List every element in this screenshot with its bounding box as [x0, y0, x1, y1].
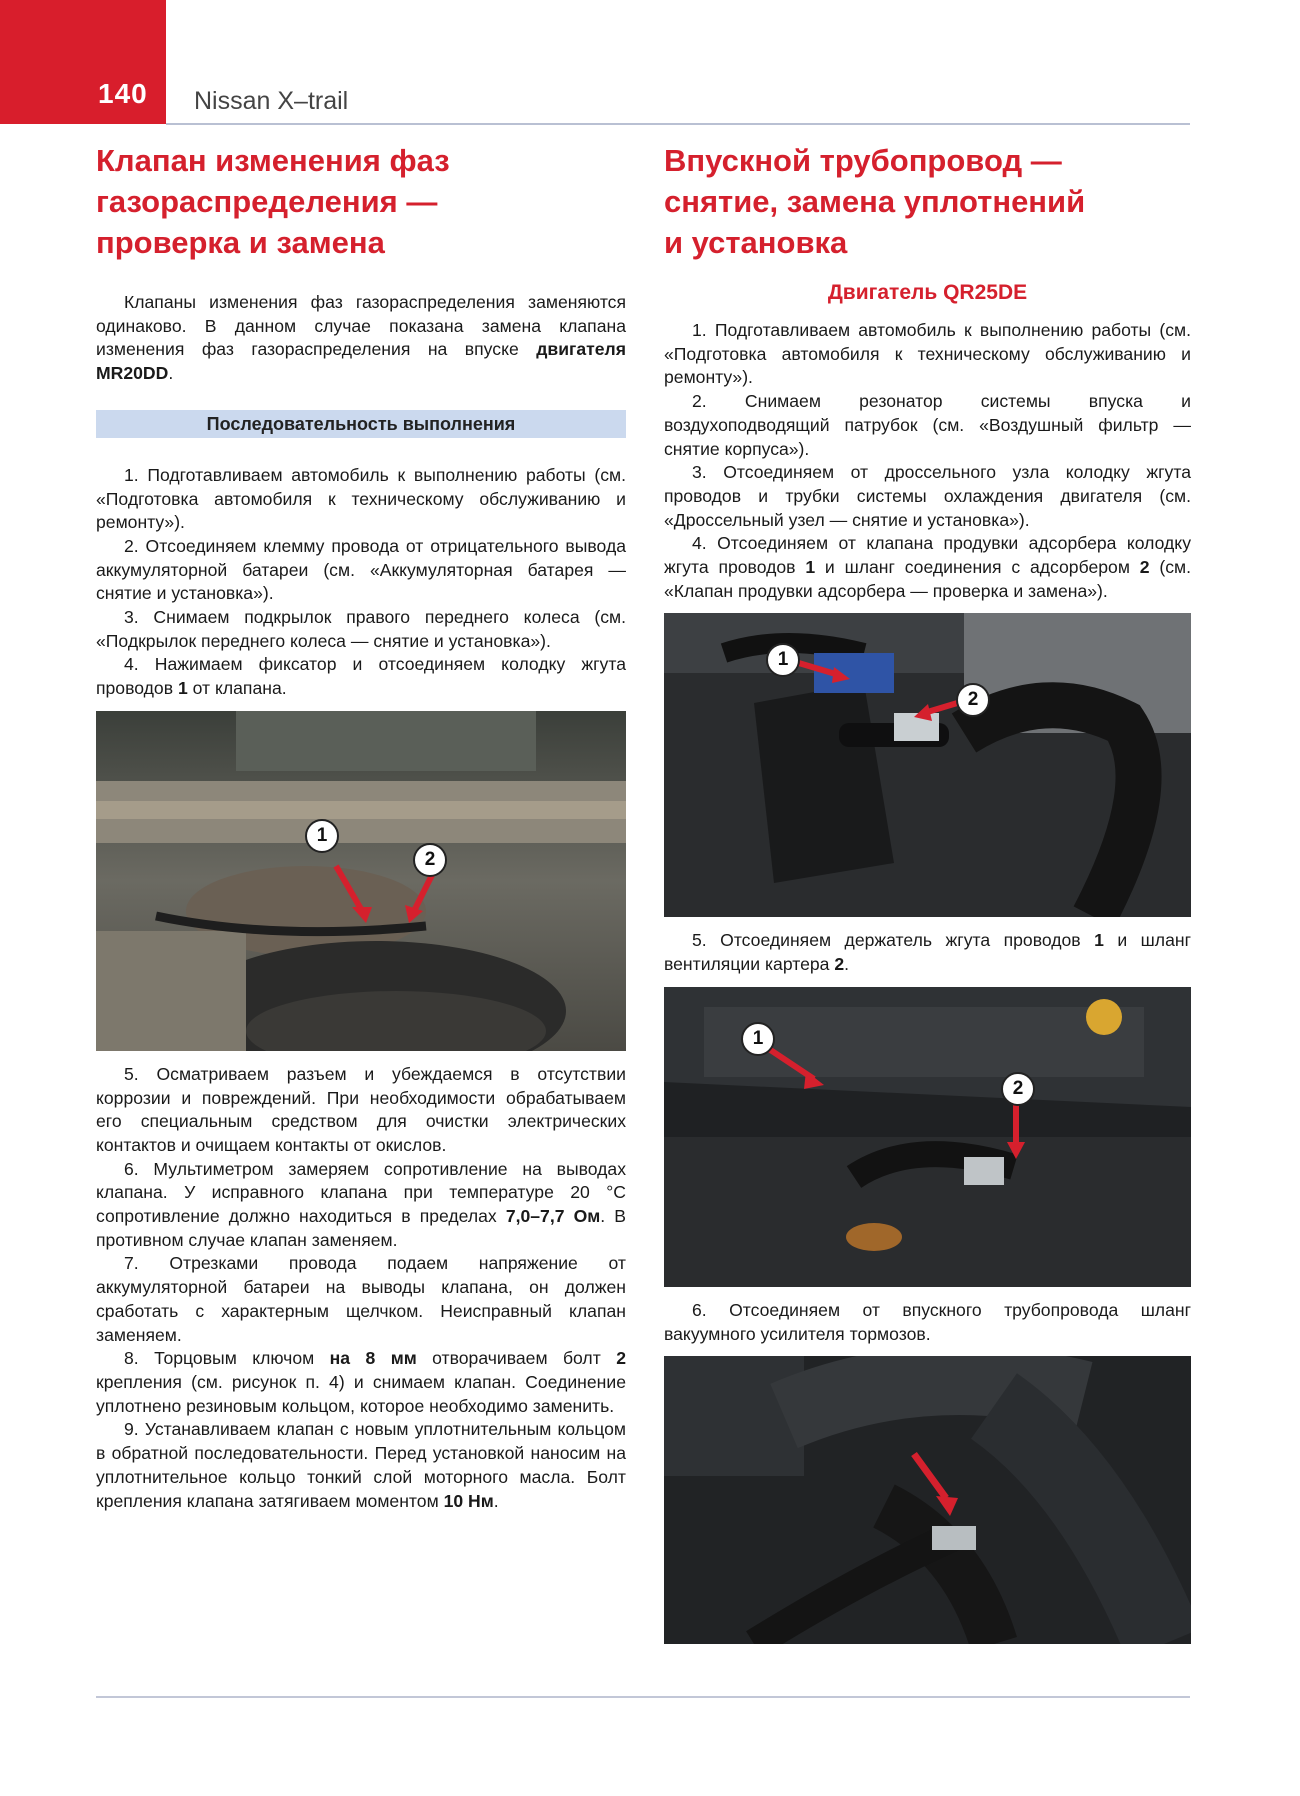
step-bold: 2 — [1139, 557, 1150, 578]
left-step-7: 7. Отрезками провода подаем напряжение от аккумуляторной батареи на выводы клапана, он должен сработать с характерным щелчком. Неисправный клапан заменяем. — [96, 1253, 626, 1345]
left-heading-line: Клапан изменения фаз — [96, 143, 450, 178]
step-bold: 2 — [616, 1348, 626, 1369]
left-step-6 — [96, 1158, 626, 1253]
step-text: крепления (см. рисунок п. 4) и снимаем клапан. Соединение уплотнено резиновым кольцом, которое необходимо заменить. — [96, 1371, 626, 1416]
step-text: . — [493, 1490, 499, 1511]
left-step-5: 5. Осматриваем разъем и убеждаемся в отсутствии коррозии и повреждений. При необходимости обрабатываем его специальным средством для очистки электрических контактов и очищаем контакты от окислов. — [96, 1063, 626, 1155]
step-text: от клапана. — [187, 678, 287, 699]
intro-engine: двигателя MR20DD — [96, 339, 626, 384]
photo-purge-valve — [664, 613, 1191, 917]
step-text: отворачиваем болт — [416, 1348, 617, 1369]
step-text: 8. Торцовым ключом — [124, 1348, 330, 1369]
intro-paragraph — [96, 291, 626, 386]
step-text: . В противном случае клапан заменяем. — [96, 1206, 626, 1250]
photo-vacuum-hose — [664, 1356, 1191, 1644]
photo-valve-connector — [96, 711, 626, 1051]
step-text: 6. Мультиметром замеряем сопротивление на выводах клапана. У исправного клапана при температуре 20 °С сопротивление должно находиться в пределах — [96, 1158, 626, 1227]
step-bold: на 8 мм — [329, 1348, 417, 1369]
step-text: 5. Отсоединяем держатель жгута проводов — [692, 930, 1095, 951]
intro-text: Клапаны изменения фаз газораспределения заменяются одинаково. В данном случае показана замена клапана изменения фаз газораспределения на впуске — [96, 292, 626, 360]
step-bold: 1 — [805, 557, 816, 578]
step-text: и шланг вентиляции картера — [664, 930, 1191, 975]
engine-photo-4 — [664, 1356, 1191, 1644]
right-step-5 — [664, 929, 1191, 976]
callout-2: 2 — [1001, 1072, 1035, 1106]
step-text: . — [844, 954, 850, 975]
right-heading — [664, 140, 1191, 263]
callout-1: 1 — [305, 819, 339, 853]
right-step-3: 3. Отсоединяем от дроссельного узла колодку жгута проводов и трубки системы охлаждения двигателя (см. «Дроссельный узел — снятие и установка»). — [664, 462, 1191, 530]
step-text: 9. Устанавливаем клапан с новым уплотнительным кольцом в обратной последовательности. Перед установкой наносим на уплотнительное кольцо тонкий слой моторного масла. Болт крепления клапана затягиваем моментом — [96, 1419, 626, 1511]
book-title: Nissan X–trail — [194, 87, 349, 115]
left-step-4 — [96, 653, 626, 700]
intro-end: . — [168, 363, 174, 384]
left-heading-line: газораспределения — — [96, 184, 438, 219]
left-column — [96, 140, 626, 1513]
right-heading-line: и установка — [664, 225, 848, 260]
page-number: 140 — [98, 78, 148, 109]
right-heading-line: снятие, замена уплотнений — [664, 184, 1086, 219]
right-step-1: 1. Подготавливаем автомобиль к выполнению работы (см. «Подготовка автомобиля к техническому обслуживанию и ремонту»). — [664, 320, 1191, 388]
engine-photo-2 — [664, 613, 1191, 917]
engine-photo-1 — [96, 711, 626, 1051]
step-text: 4. Отсоединяем от клапана продувки адсорбера колодку жгута проводов — [664, 533, 1191, 578]
left-step-2: 2. Отсоединяем клемму провода от отрицательного вывода аккумуляторной батареи (см. «Аккумуляторная батарея — снятие и установка»). — [96, 535, 626, 604]
right-column — [664, 140, 1191, 1656]
header-rule — [166, 123, 1190, 125]
step-text: и шланг соединения с адсорбером — [815, 557, 1140, 578]
right-step-6: 6. Отсоединяем от впускного трубопровода шланг вакуумного усилителя тормозов. — [664, 1299, 1191, 1344]
right-heading-line: Впускной трубопровод — — [664, 143, 1062, 178]
left-step-3: 3. Снимаем подкрылок правого переднего колеса (см. «Подкрылок переднего колеса — снятие и установка»). — [96, 607, 626, 651]
step-bold: 7,0–7,7 Ом — [505, 1206, 601, 1227]
procedure-title: Последовательность выполнения — [96, 410, 626, 438]
left-step-1: 1. Подготавливаем автомобиль к выполнению работы (см. «Подготовка автомобиля к техническому обслуживанию и ремонту»). — [96, 464, 626, 533]
engine-subheading: Двигатель QR25DE — [827, 281, 1028, 304]
step-bold: 1 — [1094, 930, 1104, 951]
callout-1: 1 — [766, 643, 800, 677]
callout-1: 1 — [741, 1022, 775, 1056]
right-step-4 — [664, 532, 1191, 603]
left-heading-line: проверка и замена — [96, 225, 385, 260]
step-bold: 10 Нм — [443, 1490, 494, 1511]
callout-2: 2 — [413, 843, 447, 877]
step-text: (см. «Клапан продувки адсорбера — проверка и замена»). — [664, 557, 1191, 601]
step-text: 4. Нажимаем фиксатор и отсоединяем колодку жгута проводов — [96, 654, 626, 699]
left-step-9 — [96, 1418, 626, 1513]
right-step-2: 2. Снимаем резонатор системы впуска и воздухоподводящий патрубок (см. «Воздушный фильтр — снятие корпуса»). — [664, 391, 1191, 459]
callout-2: 2 — [956, 683, 990, 717]
photo-crankcase-hose — [664, 987, 1191, 1287]
left-heading — [96, 140, 626, 263]
footer-rule — [96, 1696, 1190, 1698]
step-bold: 1 — [177, 678, 188, 699]
step-bold: 2 — [834, 954, 845, 975]
left-step-8 — [96, 1347, 626, 1418]
